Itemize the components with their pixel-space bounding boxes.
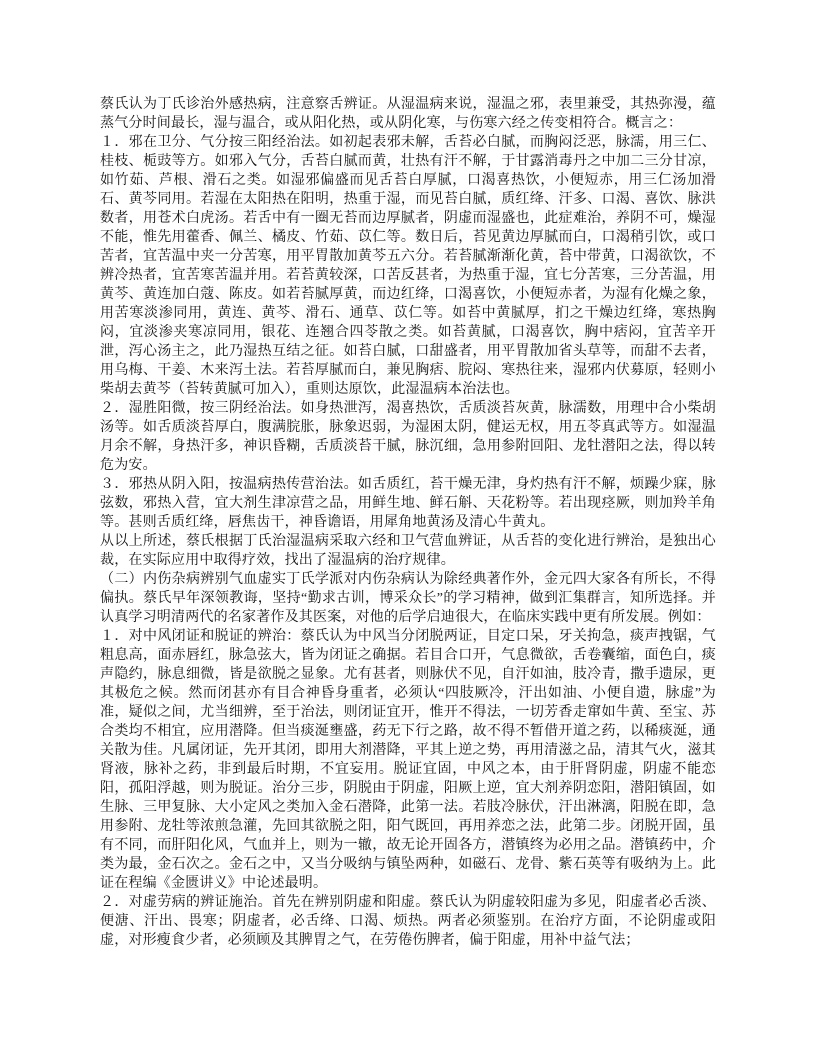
paragraph-summary: 从以上所述，蔡氏根据丁氏治湿温病采取六经和卫气营血辨证，从舌苔的变化进行辨治，是独出心裁，在实际应用中取得疗效，找出了湿温病的治疗规律。 bbox=[100, 534, 716, 568]
paragraph-section-two-heading: （二）内伤杂病辨别气血虚实丁氏学派对内伤杂病认为除经典著作外，金元四大家各有所长，不得偏执。蔡氏早年深领教诲，坚持“勤求古训，博采众长”的学习精神，做到汇集群言，知所选择。并认真学习明清两代的名家著作及其医案，对他的后学启迪很大，在临床实践中更有所发展。例如： bbox=[100, 572, 716, 625]
paragraph-intro: 蔡氏认为丁氏诊治外感热病，注意察舌辨证。从湿温病来说，湿温之邪，表里兼受，其热弥漫，蕴蒸气分时间最长，湿与温合，或从阳化热，或从阴化寒，与伤寒六经之传变相符合。概言之： bbox=[100, 97, 716, 131]
paragraph-item-1-wei-qi: １．邪在卫分、气分按三阳经治法。如初起表邪未解，舌苔必白腻，而胸闷泛恶，脉濡，用三仁、桂枝、栀豉等方。如邪入气分，舌苔白腻而黄，壮热有汗不解，于甘露消毒丹之中加二三分甘凉，如竹茹、芦根、滑石之类。如湿邪偏盛而见舌苔白厚腻，口渴喜热饮，小便短赤，用三仁汤加滑石、黄芩同用。若湿在太阳热在阳明，热重于湿，而见苔白腻，质红绛、汗多、口渴、喜饮、脉洪数者，用苍术白虎汤。若舌中有一圈无苔而边厚腻者，阴虚而湿盛也，此症难治，养阴不可，燥湿不能，惟先用藿香、佩兰、橘皮、竹茹、苡仁等。数日后，苔见黄边厚腻而白，口渴稍引饮，或口苦者，宜苦温中夹一分苦寒，用平胃散加黄芩五六分。若苔腻渐渐化黄，苔中带黄，口渴欲饮，不辨冷热者，宜苦寒苦温并用。若苔黄较深，口苦反甚者，为热重于湿，宜七分苦寒，三分苦温，用黄芩、黄连加白蔻、陈皮。如若苔腻厚黄，而边红绛，口渴喜饮，小便短赤者，为湿有化燥之象，用苦寒淡渗同用，黄连、黄芩、滑石、通草、苡仁等。如苔中黄腻厚，扪之干燥边红绛，寒热胸闷，宜淡渗夹寒凉同用，银花、连翘合四苓散之类。如苔黄腻，口渴喜饮，胸中痞闷，宜苦辛开泄，泻心汤主之，此乃湿热互结之征。如苔白腻，口甜盛者，用平胃散加省头草等，而甜不去者，用乌梅、干姜、木来泻土法。若苔厚腻而白，兼见胸痞、脘闷、寒热往来，湿邪内伏募原，轻则小柴胡去黄芩（苔转黄腻可加入），重则达原饮，此湿温病本治法也。 bbox=[100, 135, 716, 397]
paragraph-stroke-syndromes: １．对中风闭证和脱证的辨治：蔡氏认为中风当分闭脱两证，目定口呆，牙关拘急，痰声拽锯，气粗息高，面赤唇红，脉急弦大，皆为闭证之确据。若目合口开，气息微欲，舌卷囊缩，面色白，痰声隐约，脉息细微，皆是欲脱之显象。尤有甚者，则脉伏不见，自汗如油，肢冷青，撒手遗尿，更其极危之候。然而闭甚亦有目合神昏身重者，必须认“四肢厥冷，汗出如油、小便自遗，脉虚”为准，疑似之间，尤当细辨，至于治法，则闭证宜开，惟开不得法，一切芳香走窜如牛黄、至宝、苏合类均不相宜，应用潜降。但当痰涎壅盛，药无下行之路，故不得不暂借开道之药，以稀痰涎，通关散为佳。凡属闭证，先开其闭，即用大剂潜降，平其上逆之势，再用清滋之品，清其气火，滋其肾液，脉补之药，非到最后时期，不宜妄用。脱证宜固，中风之本，由于肝肾阴虚，阴虚不能恋阳，孤阳浮越，则为脱证。治分三步，阴脱由于阴虚，阳厥上逆，宜大剂养阴恋阳，潜阳镇固，如生脉、三甲复脉、大小定风之类加入金石潜降，此第一法。若肢冷脉伏，汗出淋漓，阳脱在即，急用参附、龙牡等浓煎急灌，先回其欲脱之阳，阳气既回，再用养恋之法，此第二步。闭脱开固，虽有不同，而肝阳化风，气血并上，则为一辙，故无论开固各方，潜镇终为必用之品。潜镇药中，介类为最，金石次之。金石之中，又当分吸纳与镇坠两种，如磁石、龙骨、紫石英等有吸纳为上。此证在程编《金匮讲义》中论述最明。 bbox=[100, 629, 716, 891]
paragraph-consumptive-disease: ２．对虚劳病的辨证施治。首先在辨别阴虚和阳虚。蔡氏认为阴虚较阳虚为多见，阳虚者必舌淡、便溏、汗出、畏寒；阴虚者，必舌绛、口渴、烦热。两者必须鉴别。在治疗方面，不论阴虚或阳虚，对形瘦食少者，必须顾及其脾胃之气，在劳倦伤脾者，偏于阳虚，用补中益气法； bbox=[100, 895, 716, 948]
paragraph-item-3-heat-ying: ３．邪热从阴入阳，按温病热传营治法。如舌质红，苔干燥无津，身灼热有汗不解，烦躁少寐，脉弦数，邪热入营，宜大剂生津凉营之品，用鲜生地、鲜石斛、天花粉等。若出现痉厥，则加羚羊角等。甚则舌质红绛，唇焦齿干，神昏谵语，用犀角地黄汤及清心牛黄丸。 bbox=[100, 477, 716, 530]
paragraph-item-2-damp-yang: ２．湿胜阳微，按三阴经治法。如身热泄泻，渴喜热饮，舌质淡苔灰黄，脉濡数，用理中合小柴胡汤等。如舌质淡苔厚白，腹满脘胀，脉象迟弱，为湿困太阴，健运无权，用五苓真武等方。如湿温月余不解，身热汗多，神识昏糊，舌质淡苔干腻，脉沉细，急用参附回阳、龙牡潜阳之法，得以转危为安。 bbox=[100, 401, 716, 473]
document-body bbox=[100, 95, 716, 950]
